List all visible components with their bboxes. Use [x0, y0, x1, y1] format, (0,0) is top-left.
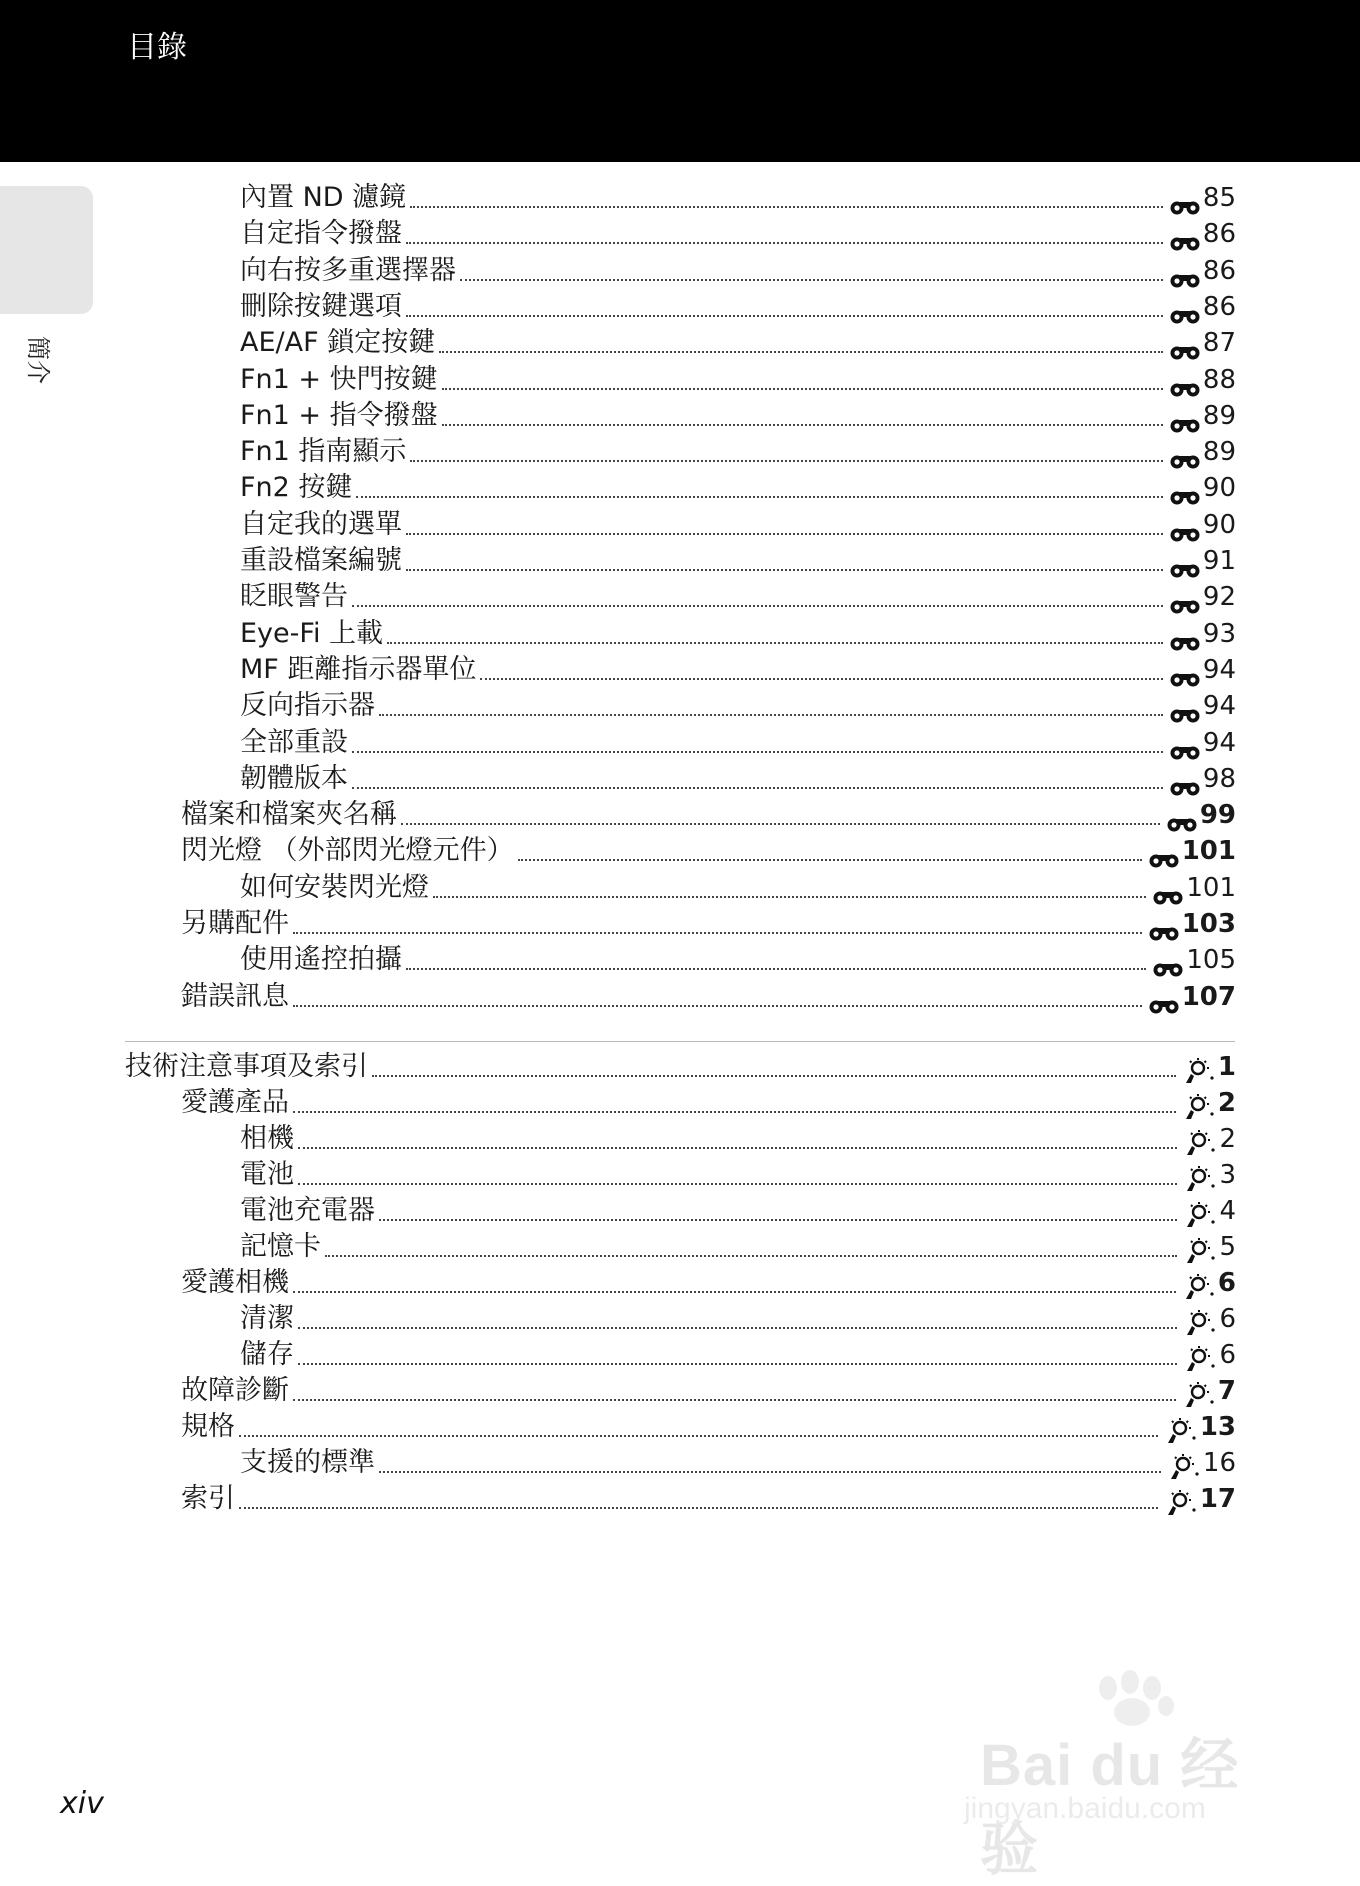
- toc-entry-title: MF 距離指示器單位: [240, 653, 477, 685]
- toc-entry-title: Fn1 指南顯示: [240, 436, 407, 468]
- wrench-tips-icon: [1167, 1453, 1201, 1481]
- dot-leader: [356, 496, 1163, 498]
- page-ref-number: 1: [1217, 1052, 1236, 1082]
- toc-entry-page: [1163, 507, 1236, 543]
- toc-entry-page: [1163, 725, 1236, 761]
- page-ref-number: 94: [1202, 727, 1236, 758]
- dot-leader: [406, 315, 1163, 317]
- dot-leader: [433, 896, 1146, 898]
- binoculars-icon: [1152, 958, 1184, 978]
- toc-entry-title: 反向指示器: [240, 690, 375, 722]
- toc-entry-title: 電池: [240, 1159, 294, 1190]
- page-ref-number: 101: [1181, 836, 1236, 867]
- binoculars-icon: [1169, 595, 1201, 615]
- binoculars-icon: [1169, 777, 1201, 797]
- toc-entry-title: 愛護產品: [181, 1087, 289, 1118]
- toc-entry-page: [1160, 797, 1236, 833]
- page-ref-number: 107: [1181, 981, 1236, 1012]
- toc-entry-title: 重設檔案編號: [240, 545, 402, 576]
- toc-entry[interactable]: [240, 1301, 1236, 1337]
- toc-entry[interactable]: [240, 1337, 1236, 1373]
- wrench-tips-icon: [1182, 1381, 1216, 1409]
- dot-leader: [293, 1291, 1176, 1293]
- page-ref-number: 86: [1202, 291, 1236, 322]
- toc-entry-title: 韌體版本: [240, 762, 348, 794]
- toc-entry-page: [1163, 470, 1236, 506]
- binoculars-icon: [1169, 269, 1201, 289]
- dot-leader: [293, 1005, 1142, 1007]
- dot-leader: [379, 1219, 1177, 1221]
- toc-entry[interactable]: [240, 688, 1236, 724]
- page-ref-number: 90: [1202, 473, 1236, 504]
- page-ref-number: 88: [1202, 364, 1236, 395]
- binoculars-icon: [1148, 849, 1180, 869]
- toc-entry[interactable]: [240, 434, 1236, 470]
- chapter-tab-label: 簡介: [24, 336, 52, 384]
- toc-entry-title: AE/AF 鎖定按鍵: [240, 327, 436, 359]
- page-header: [0, 0, 1360, 162]
- toc-entry-page: [1163, 652, 1236, 688]
- toc-entry[interactable]: [240, 325, 1236, 361]
- toc-entry[interactable]: [240, 870, 1236, 906]
- binoculars-icon: [1166, 813, 1198, 833]
- toc-entry-page: [1177, 1121, 1236, 1157]
- binoculars-icon: [1169, 704, 1201, 724]
- toc-entry-title: 愛護相機: [181, 1267, 289, 1298]
- dot-leader: [480, 678, 1162, 680]
- toc-entry[interactable]: [240, 1229, 1236, 1265]
- toc-entry-title: 索引: [181, 1483, 235, 1514]
- page-ref-number: 101: [1186, 872, 1236, 903]
- section-divider: [125, 1041, 1235, 1042]
- dot-leader: [293, 932, 1142, 934]
- toc-entry[interactable]: [181, 1409, 1236, 1445]
- toc-entry-title: 支援的標準: [240, 1447, 375, 1478]
- page-ref-number: 86: [1202, 255, 1236, 286]
- dot-leader: [442, 424, 1163, 426]
- toc-entry[interactable]: [240, 289, 1236, 325]
- dot-leader: [298, 1363, 1177, 1365]
- dot-leader: [325, 1255, 1177, 1257]
- dot-leader: [298, 1327, 1177, 1329]
- toc-entry[interactable]: [181, 1085, 1236, 1121]
- page-ref-number: 90: [1202, 509, 1236, 540]
- page-ref-number: 105: [1186, 945, 1236, 976]
- toc-entry[interactable]: [240, 398, 1236, 434]
- page-ref-number: 92: [1202, 582, 1236, 613]
- dot-leader: [293, 1399, 1176, 1401]
- page-ref-number: 7: [1217, 1376, 1236, 1406]
- toc-entry-title: 自定我的選單: [240, 508, 402, 540]
- toc-entry-title: 規格: [181, 1411, 235, 1442]
- wrench-tips-icon: [1182, 1273, 1216, 1301]
- toc-entry-title: Eye-Fi 上載: [240, 617, 384, 649]
- dot-leader: [410, 206, 1163, 208]
- toc-entry-title: 使用遙控拍攝: [240, 944, 402, 976]
- toc-entry-page: [1163, 688, 1236, 724]
- toc-entry-page: [1176, 1049, 1236, 1085]
- page-ref-number: 94: [1202, 654, 1236, 685]
- toc-entry[interactable]: [240, 725, 1236, 761]
- dot-leader: [352, 751, 1163, 753]
- toc-entry[interactable]: [240, 253, 1236, 289]
- dot-leader: [379, 1471, 1161, 1473]
- toc-entry[interactable]: [240, 579, 1236, 615]
- wrench-tips-icon: [1183, 1165, 1217, 1193]
- toc-entry-title: 自定指令撥盤: [240, 218, 402, 250]
- toc-entry[interactable]: [240, 1445, 1236, 1481]
- binoculars-icon: [1169, 668, 1201, 688]
- page-ref-number: 87: [1202, 328, 1236, 359]
- dot-leader: [406, 569, 1163, 571]
- dot-leader: [406, 533, 1163, 535]
- page-ref-number: 16: [1202, 1448, 1236, 1478]
- toc-entry-page: [1163, 180, 1236, 216]
- page-ref-number: 89: [1202, 400, 1236, 431]
- page-ref-number: 4: [1219, 1196, 1236, 1226]
- toc-entry-page: [1177, 1301, 1236, 1337]
- toc-entry[interactable]: [181, 906, 1236, 942]
- toc-entry-title: 另購配件: [181, 908, 289, 939]
- toc-entry-page: [1146, 870, 1236, 906]
- toc-entry[interactable]: [240, 362, 1236, 398]
- header-title: 目錄: [127, 30, 187, 65]
- dot-leader: [293, 1111, 1176, 1113]
- toc-entry-page: [1163, 543, 1236, 579]
- toc-entry-page: [1176, 1265, 1236, 1301]
- dot-leader: [379, 714, 1163, 716]
- toc-entry-title: Fn1 + 指令撥盤: [240, 399, 438, 431]
- toc-entry-page: [1176, 1373, 1236, 1409]
- page-ref-number: 2: [1217, 1088, 1236, 1118]
- toc-entry-page: [1163, 325, 1236, 361]
- binoculars-icon: [1169, 378, 1201, 398]
- page-ref-number: 94: [1202, 691, 1236, 722]
- chapter-tab: [0, 186, 93, 314]
- toc-entry-page: [1146, 942, 1236, 978]
- baidu-watermark: [960, 1668, 1280, 1882]
- wrench-tips-icon: [1164, 1417, 1198, 1445]
- toc-entry[interactable]: [240, 942, 1236, 978]
- toc-entry-page: [1161, 1445, 1236, 1481]
- page-ref-number: 86: [1202, 219, 1236, 250]
- toc-entry-title: Fn1 + 快門按鍵: [240, 363, 438, 395]
- page-ref-number: 103: [1181, 909, 1236, 939]
- toc-entry-title: 電池充電器: [240, 1195, 375, 1226]
- watermark-url: jingyan.baidu.com: [964, 1792, 1206, 1825]
- page-ref-number: 3: [1219, 1160, 1236, 1190]
- dot-leader: [442, 388, 1163, 390]
- dot-leader: [352, 787, 1163, 789]
- page-ref-number: 2: [1219, 1124, 1236, 1154]
- toc-entry-page: [1163, 216, 1236, 252]
- binoculars-icon: [1169, 450, 1201, 470]
- toc-entry-page: [1163, 398, 1236, 434]
- toc-entry-page: [1163, 289, 1236, 325]
- toc-entry[interactable]: [181, 1265, 1236, 1301]
- toc-entry-page: [1163, 434, 1236, 470]
- dot-leader: [298, 1183, 1177, 1185]
- page-ref-number: 13: [1199, 1412, 1236, 1442]
- toc-entry-page: [1163, 253, 1236, 289]
- toc-entry-title: 刪除按鍵選項: [240, 290, 402, 322]
- binoculars-icon: [1169, 632, 1201, 652]
- toc-entry-page: [1142, 906, 1236, 942]
- toc-entry[interactable]: [240, 761, 1236, 797]
- toc-entry-title: 相機: [240, 1123, 294, 1154]
- toc-entry[interactable]: [240, 1157, 1236, 1193]
- toc-entry[interactable]: [181, 833, 1236, 869]
- toc-entry-page: [1158, 1409, 1236, 1445]
- toc-entry[interactable]: [240, 216, 1236, 252]
- dot-leader: [387, 642, 1163, 644]
- toc-entry-title: 儲存: [240, 1339, 294, 1370]
- page-ref-number: 85: [1202, 183, 1236, 213]
- dot-leader: [352, 605, 1163, 607]
- binoculars-icon: [1148, 995, 1180, 1015]
- toc-entry[interactable]: [240, 1121, 1236, 1157]
- page-ref-number: 93: [1202, 618, 1236, 649]
- binoculars-icon: [1169, 305, 1201, 325]
- page-ref-number: 98: [1202, 763, 1236, 794]
- wrench-tips-icon: [1183, 1201, 1217, 1229]
- dot-leader: [298, 1147, 1177, 1149]
- wrench-tips-icon: [1183, 1309, 1217, 1337]
- binoculars-icon: [1169, 741, 1201, 761]
- toc-entry-page: [1177, 1157, 1236, 1193]
- page-ref-number: 6: [1217, 1268, 1236, 1298]
- toc-entry-title: 清潔: [240, 1303, 294, 1334]
- toc-entry-title: 如何安裝閃光燈: [240, 871, 429, 903]
- toc-entry[interactable]: [125, 1049, 1236, 1085]
- binoculars-icon: [1169, 523, 1201, 543]
- page-ref-number: 89: [1202, 437, 1236, 468]
- toc-entry[interactable]: [181, 1481, 1236, 1517]
- wrench-tips-icon: [1183, 1237, 1217, 1265]
- dot-leader: [406, 968, 1146, 970]
- toc-entry-title: 向右按多重選擇器: [240, 254, 456, 286]
- toc-entry[interactable]: [240, 652, 1236, 688]
- binoculars-icon: [1169, 414, 1201, 434]
- binoculars-icon: [1169, 232, 1201, 252]
- toc-entry-title: Fn2 按鍵: [240, 472, 353, 504]
- toc-entry-title: 檔案和檔案夾名稱: [181, 799, 397, 831]
- toc-entry[interactable]: [240, 543, 1236, 579]
- toc-entry-page: [1163, 579, 1236, 615]
- toc-entry-page: [1142, 833, 1236, 869]
- page-ref-number: 6: [1219, 1304, 1236, 1334]
- page-ref-number: 17: [1199, 1484, 1236, 1514]
- binoculars-icon: [1148, 922, 1180, 942]
- toc-entry-title: 全部重設: [240, 726, 348, 758]
- toc-entry-page: [1177, 1337, 1236, 1373]
- wrench-tips-icon: [1183, 1129, 1217, 1157]
- toc-entry[interactable]: [181, 1373, 1236, 1409]
- toc-entry-title: 內置 ND 濾鏡: [240, 182, 407, 213]
- dot-leader: [372, 1075, 1176, 1077]
- dot-leader: [410, 460, 1163, 462]
- toc-entry-page: [1177, 1229, 1236, 1265]
- toc-entry-title: 記憶卡: [240, 1231, 321, 1262]
- page-ref-number: 99: [1199, 800, 1236, 831]
- toc-entry[interactable]: [240, 180, 1236, 216]
- wrench-tips-icon: [1183, 1345, 1217, 1373]
- page-ref-number: 6: [1219, 1340, 1236, 1370]
- toc-entry-page: [1163, 362, 1236, 398]
- dot-leader: [239, 1507, 1158, 1509]
- toc-entry[interactable]: [240, 1193, 1236, 1229]
- toc-entry[interactable]: [181, 797, 1236, 833]
- binoculars-icon: [1169, 559, 1201, 579]
- toc-entry-title: 故障診斷: [181, 1375, 289, 1406]
- toc-entry-page: [1158, 1481, 1236, 1517]
- toc-entry-page: [1163, 761, 1236, 797]
- watermark-brand: Bai du 经验: [980, 1733, 1240, 1882]
- dot-leader: [460, 279, 1163, 281]
- binoculars-icon: [1169, 486, 1201, 506]
- toc-entry-title: 閃光燈 （外部閃光燈元件）: [181, 835, 514, 867]
- toc-entry-page: [1176, 1085, 1236, 1121]
- toc-entry-title: 錯誤訊息: [181, 980, 289, 1012]
- toc-entry-page: [1177, 1193, 1236, 1229]
- toc-entry-page: [1163, 616, 1236, 652]
- toc-entry-title: 技術注意事項及索引: [125, 1051, 368, 1082]
- page-number: xiv: [60, 1786, 104, 1821]
- dot-leader: [439, 351, 1163, 353]
- wrench-tips-icon: [1182, 1057, 1216, 1085]
- page-ref-number: 91: [1202, 546, 1236, 576]
- toc-entry-page: [1142, 979, 1236, 1015]
- toc-entry[interactable]: [181, 979, 1236, 1015]
- binoculars-icon: [1169, 341, 1201, 361]
- dot-leader: [401, 823, 1160, 825]
- dot-leader: [518, 859, 1142, 861]
- binoculars-icon: [1169, 196, 1201, 216]
- toc-entry[interactable]: [240, 616, 1236, 652]
- wrench-tips-icon: [1182, 1093, 1216, 1121]
- toc-entry[interactable]: [240, 470, 1236, 506]
- dot-leader: [406, 242, 1163, 244]
- toc-entry[interactable]: [240, 507, 1236, 543]
- toc-entry-title: 眨眼警告: [240, 581, 348, 613]
- page-ref-number: 5: [1219, 1232, 1236, 1262]
- binoculars-icon: [1152, 886, 1184, 906]
- dot-leader: [239, 1435, 1158, 1437]
- wrench-tips-icon: [1164, 1489, 1198, 1517]
